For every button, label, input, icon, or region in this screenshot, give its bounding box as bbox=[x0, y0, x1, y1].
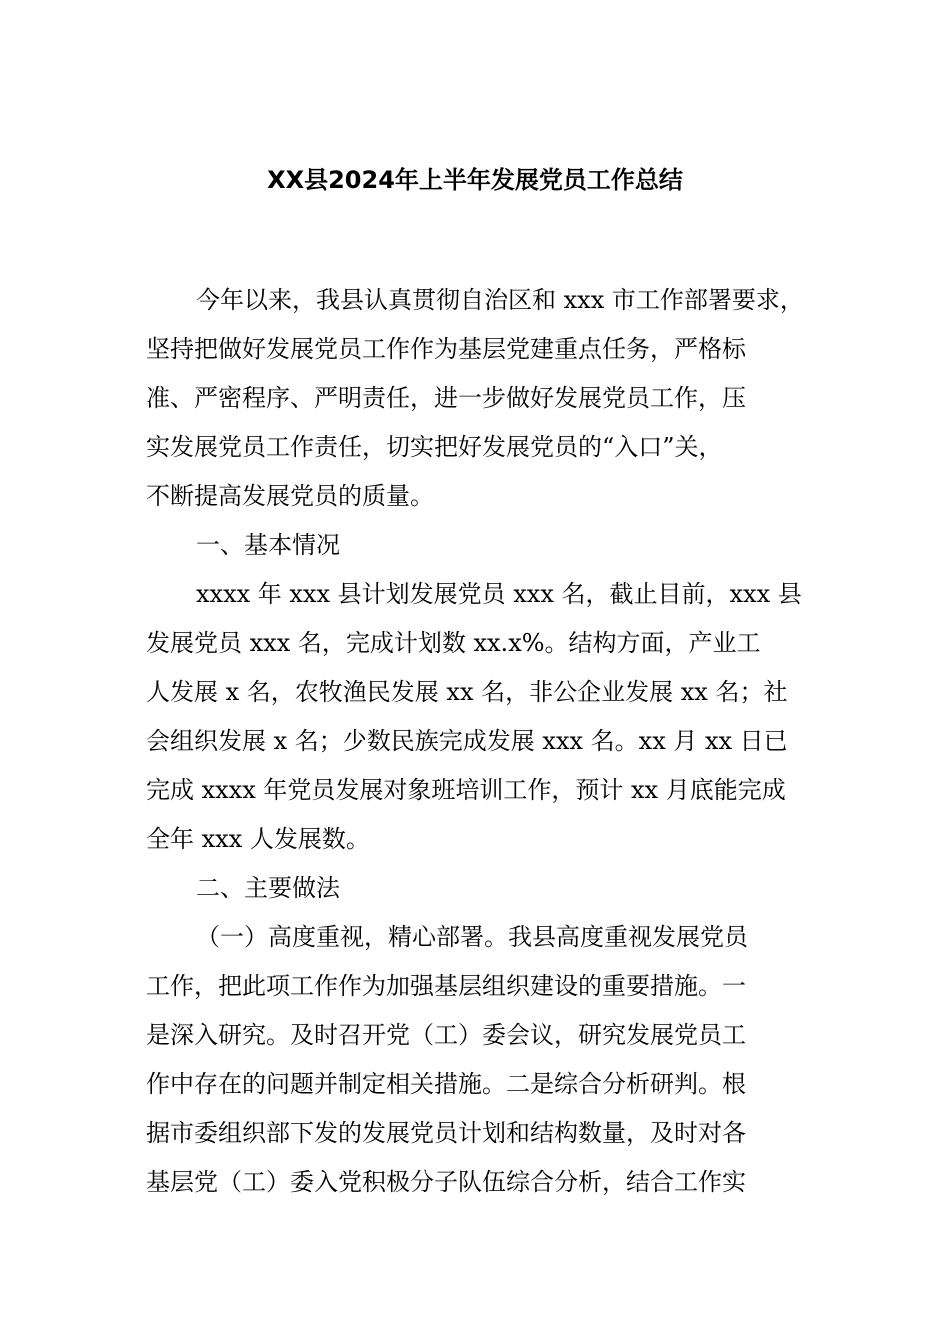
body-line: （一）高度重视，精心部署。我县高度重视发展党员 bbox=[196, 923, 748, 951]
body-line: 完成 xxxx 年党员发展对象班培训工作，预计 xx 月底能完成 bbox=[146, 776, 786, 804]
body-line: 一、基本情况 bbox=[196, 531, 340, 559]
body-line: 全年 xxx 人发展数。 bbox=[146, 825, 370, 853]
body-line: 发展党员 xxx 名，完成计划数 xx.x%。结构方面，产业工 bbox=[146, 629, 761, 657]
body-line: 基层党（工）委入党积极分子队伍综合分析，结合工作实 bbox=[146, 1168, 746, 1196]
body-line: xxxx 年 xxx 县计划发展党员 xxx 名，截止目前，xxx 县 bbox=[196, 580, 802, 608]
body-line: 人发展 x 名，农牧渔民发展 xx 名，非公企业发展 xx 名；社 bbox=[146, 678, 788, 706]
body-line: 准、严密程序、严明责任，进一步做好发展党员工作，压 bbox=[146, 384, 746, 412]
body-line: 工作，把此项工作作为加强基层组织建设的重要措施。一 bbox=[146, 972, 746, 1000]
body-line: 今年以来，我县认真贯彻自治区和 xxx 市工作部署要求， bbox=[196, 286, 804, 314]
body-line: 是深入研究。及时召开党（工）委会议，研究发展党员工 bbox=[146, 1021, 746, 1049]
document-body bbox=[146, 276, 806, 1207]
body-line: 作中存在的问题并制定相关措施。二是综合分析研判。根 bbox=[146, 1070, 746, 1098]
body-line: 坚持把做好发展党员工作作为基层党建重点任务，严格标 bbox=[146, 335, 746, 363]
body-line: 据市委组织部下发的发展党员计划和结构数量，及时对各 bbox=[146, 1119, 746, 1147]
body-line: 实发展党员工作责任，切实把好发展党员的“入口”关， bbox=[146, 433, 723, 461]
document-title: XX县2024年上半年发展党员工作总结 bbox=[267, 166, 683, 194]
body-line: 不断提高发展党员的质量。 bbox=[146, 482, 434, 510]
body-line: 会组织发展 x 名；少数民族完成发展 xxx 名。xx 月 xx 日已 bbox=[146, 727, 788, 755]
body-line: 二、主要做法 bbox=[196, 874, 340, 902]
